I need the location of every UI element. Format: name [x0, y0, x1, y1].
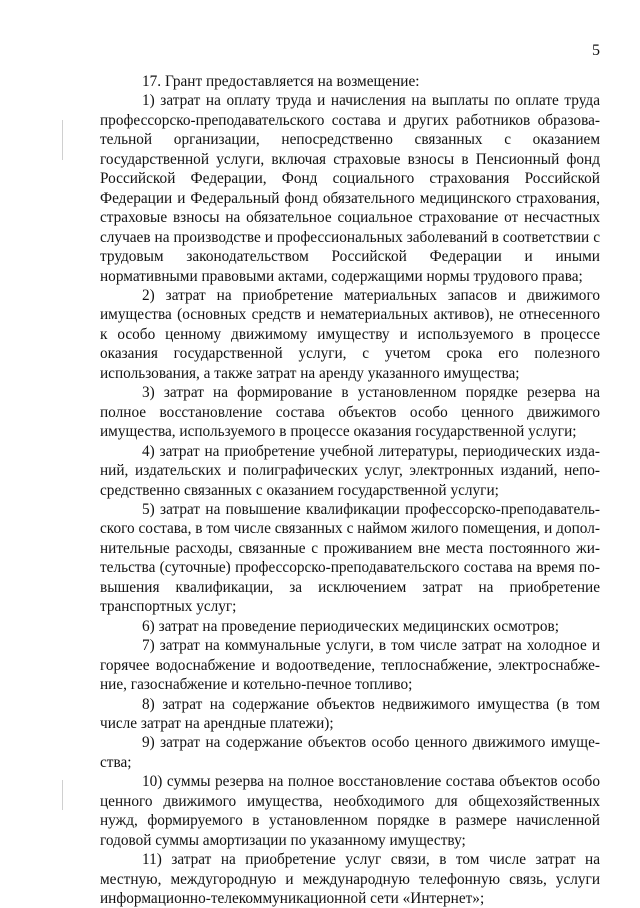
scan-margin-mark [62, 120, 63, 160]
list-item: 7) затрат на коммунальные услуги, в том числе затрат на холодное и горячее водоснабжение и водоотведение, теплоснабжение, электроснабжение, газоснабжение и котельно-печное топливо; [100, 637, 600, 694]
section-heading: 17. Грант предоставляется на возмещение: [142, 73, 420, 90]
page-number: 5 [592, 42, 600, 59]
list-item: 3) затрат на формирование в установленном порядке резерва на полное восстановление состава объектов особо ценного движимого имущества, используемого в процессе оказания государственной услуги; [100, 384, 600, 441]
list-item: 2) затрат на приобретение материальных запасов и движимого имущества (основных средств и нематериальных активов), не отнесенного к особо ценному движимому имуществу и используемого в процессе оказания государственной услуги, с учетом срока его полезного использования, а также затрат на аренду указанного имущества; [100, 286, 600, 382]
list-item: 11) затрат на приобретение услуг связи, в том числе затрат на местную, междугородную и международную телефонную связь, услуги информационно-телекоммуникационной сети «Интернет»; [100, 851, 600, 908]
list-item: 1) затрат на оплату труда и начисления на выплаты по оплате труда профессорско-преподавательского состава и других работников образовательной организации, непосредственно связанных с оказанием государственной услуги, включая страховые взносы в Пенсионный фонд Российской Федерации, Фонд социального страхования Российской Федерации и Федеральный фонд обязательного медицинского страхования, страховые взносы на обязательное социальное страхование от несчастных случаев на производстве и профессиональных заболеваний в соответствии с трудовым законодательством Российской Федерации и иными нормативными правовыми актами, содержащими нормы трудового права; [100, 92, 600, 285]
list-item: 5) затрат на повышение квалификации профессорско-преподавательского состава, в том числе связанных с наймом жилого помещения, и дополнительные расходы, связанные с проживанием вне места постоянного жительства (суточные) профессорско-преподавательского состава на время повышения квалификации, за исключением затрат на приобретение транспортных услуг; [100, 500, 600, 616]
list-item: 4) затрат на приобретение учебной литературы, периодических изданий, издательских и полиграфических услуг, электронных изданий, непосредственно связанных с оказанием государственной услуги; [100, 442, 600, 499]
list-item: 9) затрат на содержание объектов особо ценного движимого имущества; [100, 734, 600, 771]
list-item: 10) суммы резерва на полное восстановление состава объектов особо ценного движимого имущества, необходимого для общехозяйственных нужд, формируемого в установленном порядке в размере начисленной годовой суммы амортизации по указанному имуществу; [100, 773, 600, 849]
list-item: 6) затрат на проведение периодических медицинских осмотров; [142, 617, 559, 635]
scan-margin-mark [62, 780, 63, 810]
list-item: 8) затрат на содержание объектов недвижимого имущества (в том числе затрат на арендные платежи); [100, 695, 600, 732]
document-body [100, 72, 600, 908]
